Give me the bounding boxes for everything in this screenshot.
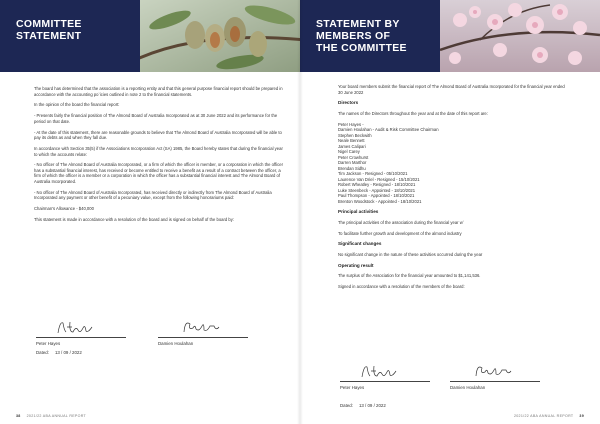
principal-activities-heading: Principal activities xyxy=(338,209,379,215)
list-item: Darren Marthor xyxy=(338,160,367,166)
list-item: Tim Jackson - Resigned - 05/10/2021 xyxy=(338,171,408,177)
right-footer xyxy=(514,414,584,418)
list-item: James Calipari xyxy=(338,143,366,149)
signature-line xyxy=(450,381,540,382)
directors-heading: Directors xyxy=(338,100,359,106)
signature-block-peter-hayes xyxy=(340,362,430,390)
list-item: Stephen Beckwith xyxy=(338,132,372,138)
right-banner xyxy=(300,0,600,72)
paragraph: - No officer of The Almond Board of Australia Incorporated, or a firm of which the officer is member, or a corporation in which the officer has a substantial financial interest, has received or become entitled to receive a benefit as a result of a contract between the officer, a firm of which the officer is a member or a corporation in which the officer has a substantial financial interest and The Almond Board of Australia Incorporated. xyxy=(34,162,283,185)
signature-line xyxy=(36,337,126,338)
signature-scribble xyxy=(158,318,248,336)
paragraph: Chairman's Allowance - $40,000 xyxy=(34,206,94,212)
paragraph: In accordance with Section 35(5) if the Associations Incorporation Act (SA) 1985, the Board hereby states that during the financial year to which the accounts relate: xyxy=(34,145,283,157)
directors-intro: The names of the Directors throughout the year and at the date of this report are: xyxy=(338,110,488,116)
list-item: Luke Steenbeck - Appointed - 18/10/2021 xyxy=(338,187,416,193)
members-statement-body xyxy=(338,84,570,295)
signatory-name: Peter Hayes xyxy=(36,341,61,346)
list-item: Peter Crowhurst xyxy=(338,154,369,160)
paragraph: This statement is made in accordance with a resolution of the board and is signed on behalf of the board by: xyxy=(34,217,234,222)
list-item: Paul Thompson - Appointed - 18/10/2021 xyxy=(338,193,415,199)
list-item: Brendan Sidhu xyxy=(338,165,366,171)
right-page-title: STATEMENT BY MEMBERS OF THE COMMITTEE xyxy=(316,18,407,54)
signature-block-damien-houlahan xyxy=(158,318,248,346)
footer-text: 2021/22 ABA ANNUAL REPORT xyxy=(513,414,574,418)
page-gutter-shadow xyxy=(297,0,303,424)
principal-activities-text-2: To facilitate further growth and development of the almond industry xyxy=(338,230,462,236)
list-item: Peter Hayes - xyxy=(338,121,364,127)
page-number: 39 xyxy=(579,414,584,418)
signature-scribble xyxy=(36,318,126,336)
page-number: 38 xyxy=(16,414,21,418)
signature-scribble xyxy=(450,362,540,380)
almond-branch-photo xyxy=(140,0,300,72)
dated-value: 13 / 09 / 2022 xyxy=(54,350,82,355)
right-page xyxy=(300,0,600,424)
intro-paragraph: Your board members submit the financial report of The Almond Board of Australia Incorporated for the financial year ended 30 June 2022 xyxy=(338,84,565,95)
paragraph: - At the date of this statement, there are reasonable grounds to believe that The Almond Board of Australia Incorporated will be able to pay its debts as and when they fall due. xyxy=(34,129,282,141)
committee-statement-body xyxy=(34,86,284,228)
list-item: Brenton Woodstock - Appointed - 18/10/2021 xyxy=(338,198,422,204)
dated-value: 13 / 09 / 2022 xyxy=(358,403,386,408)
list-item: Laurence Van Driel - Resigned - 15/10/2021 xyxy=(338,176,420,182)
dated-label: Dated: xyxy=(36,350,49,355)
left-page-title: COMMITTEE STATEMENT xyxy=(16,18,82,42)
almond-blossom-photo xyxy=(440,0,600,72)
operating-result-text: The surplus of the Association for the financial year amounted to $1,141,536. xyxy=(338,273,481,279)
left-footer xyxy=(16,414,86,418)
left-banner xyxy=(0,0,300,72)
signature-block-damien-houlahan xyxy=(450,362,540,390)
signatory-name: Damien Houlahan xyxy=(158,341,194,346)
dated-row xyxy=(36,350,82,355)
dated-label: Dated: xyxy=(340,403,353,408)
paragraph: - Presents fairly the financial position of The Almond Board of Australia Incorporated as at 30 June 2022 and its performance for the period on that date. xyxy=(34,113,278,124)
signatory-name: Damien Houlahan xyxy=(450,385,486,390)
signature-line xyxy=(340,381,430,382)
principal-activities-text: The principal activities of the association during the financial year w` xyxy=(338,219,465,225)
directors-list xyxy=(338,122,570,205)
paragraph: In the opinion of the board the financial report: xyxy=(34,102,120,108)
signed-statement: Signed in accordance with a resolution of the members of the board: xyxy=(338,284,465,290)
signature-scribble xyxy=(340,362,430,380)
operating-result-heading: Operating result xyxy=(338,262,374,268)
signature-block-peter-hayes xyxy=(36,318,126,346)
paragraph: - No officer of The Almond Board of Australia Incorporated, has received directly or indirectly from The Almond Board of Australia Incorporated any payment or other benefit of a pecuniary value, except from the following honorariums paid: xyxy=(34,189,272,201)
list-item: Robert Wheatley - Resigned - 18/10/2021 xyxy=(338,182,416,188)
signature-line xyxy=(158,337,248,338)
list-item: Nigel Carey xyxy=(338,149,360,155)
significant-changes-text: No significant change in the nature of these activities occurred during the year xyxy=(338,252,483,257)
list-item: Neale Bennett xyxy=(338,138,365,144)
paragraph: The board has determined that the association is a reporting entity and that this general purpose financial report should be prepared in accordance with the accounting po`icies outlined in note 2 to the financial statements. xyxy=(34,86,283,97)
significant-changes-heading: Significant changes xyxy=(338,241,382,247)
list-item: Damien Houlahan - Audit & Risk Committee Chairman xyxy=(338,127,439,133)
dated-row xyxy=(340,403,386,408)
footer-text: 2021/22 ABA ANNUAL REPORT xyxy=(26,414,87,418)
signatory-name: Peter Hayes xyxy=(340,385,365,390)
